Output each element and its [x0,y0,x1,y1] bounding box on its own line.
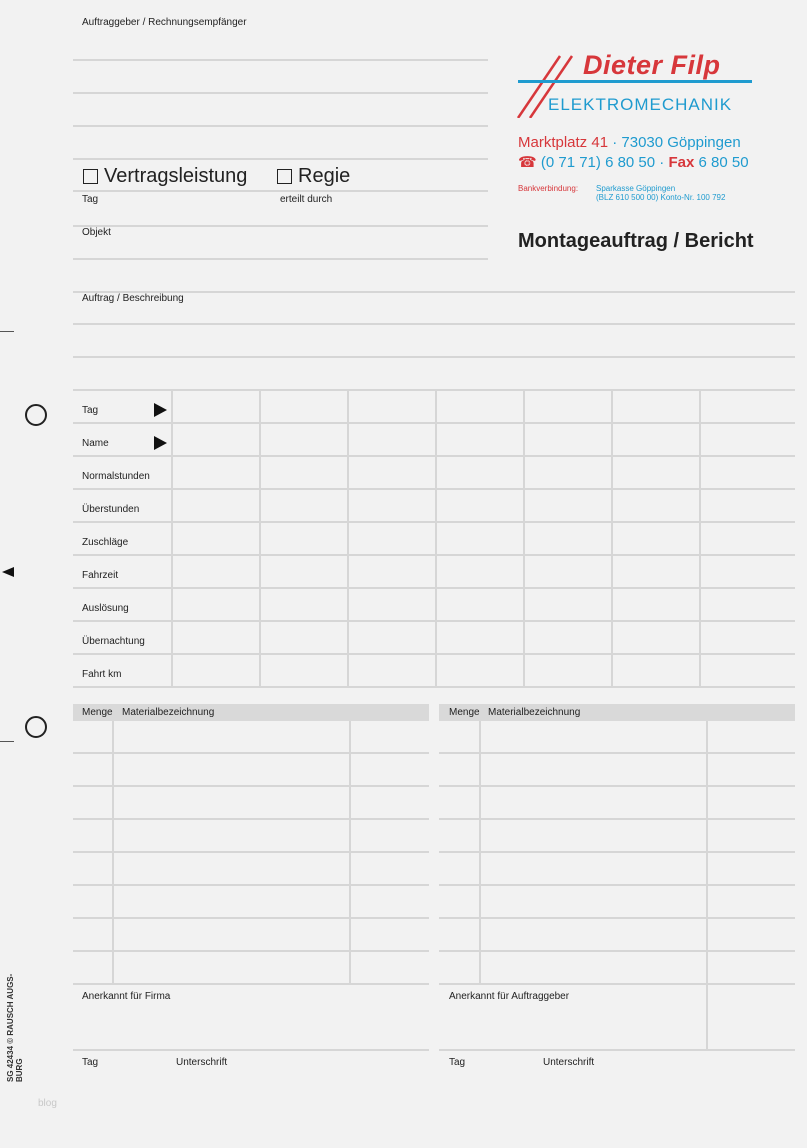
time-grid-cell[interactable] [523,589,611,620]
time-grid-cell[interactable] [347,523,435,554]
time-grid-cell[interactable] [523,391,611,422]
object-label: Objekt [82,227,111,238]
day-line[interactable] [73,225,488,227]
time-grid-cell[interactable] [611,655,699,686]
material-row-line[interactable] [73,818,429,820]
time-grid-row-line [73,686,795,688]
time-grid-cell[interactable] [171,424,259,455]
day-label: Tag [82,194,99,205]
time-grid-row [73,523,795,554]
time-grid-cell[interactable] [699,490,787,521]
bank-details: (BLZ 610 500 00) Konto-Nr. 100 792 [596,193,726,202]
time-grid-cell[interactable] [699,655,787,686]
footer-day-right: Tag [449,1057,466,1068]
time-grid-row [73,622,795,653]
time-grid-row [73,391,795,422]
material-row-line[interactable] [439,785,795,787]
option-regie[interactable] [277,165,350,188]
client-label: Auftraggeber / Rechnungsempfänger [82,17,247,28]
time-grid-cell[interactable] [699,424,787,455]
time-grid-cell[interactable] [523,655,611,686]
client-line-2[interactable] [73,92,488,94]
time-grid-cell[interactable] [171,589,259,620]
object-line[interactable] [73,258,488,260]
time-grid-cell[interactable] [347,490,435,521]
time-grid-cell[interactable] [435,655,523,686]
time-grid-cell[interactable] [611,424,699,455]
time-grid-row [73,589,795,620]
fold-mark [0,741,14,742]
time-grid-cell[interactable] [259,523,347,554]
time-grid-row-label: Fahrt km [82,669,122,680]
client-line-3[interactable] [73,125,488,127]
time-grid-row-label-cell [73,457,171,488]
time-grid-cell[interactable] [699,457,787,488]
issued-by-label: erteilt durch [280,194,333,205]
footer-day-left: Tag [82,1057,99,1068]
time-grid-cell[interactable] [523,523,611,554]
material-row-line[interactable] [439,983,795,985]
material-row-line[interactable] [73,785,429,787]
company-address: Marktplatz 41 · 73030 Göppingen [518,134,741,151]
footer-divider [706,985,708,1050]
material-left-desc-header: Materialbezeichnung [122,707,215,718]
material-row-line[interactable] [73,950,429,952]
time-grid-row-label: Fahrzeit [82,570,119,581]
contract-checkbox[interactable] [83,169,98,184]
time-grid-cell[interactable] [699,556,787,587]
material-row-line[interactable] [439,752,795,754]
document-title: Montageauftrag / Bericht [518,230,754,252]
time-grid-cell[interactable] [523,622,611,653]
time-grid-cell[interactable] [611,622,699,653]
time-grid-row [73,556,795,587]
fax-label: Fax [668,154,695,171]
time-grid-cell[interactable] [435,556,523,587]
footer-signature-left: Unterschrift [176,1057,228,1068]
play-arrow-icon [154,436,167,450]
time-grid-cell[interactable] [171,622,259,653]
signature-line-left[interactable] [73,1049,429,1051]
address-no: 41 [591,134,609,151]
time-grid-cell[interactable] [435,589,523,620]
phone-icon: ☎ [518,154,537,171]
material-right-desc-header: Materialbezeichnung [488,707,581,718]
client-line-1[interactable] [73,59,488,61]
footer-signature-right: Unterschrift [543,1057,595,1068]
address-street: Marktplatz [518,134,588,151]
material-row-line[interactable] [73,917,429,919]
time-grid-cell[interactable] [347,556,435,587]
time-grid-row [73,457,795,488]
company-phone: ☎ (0 71 71) 6 80 50 · Fax 6 80 50 [518,154,749,171]
time-grid-row-label-cell [73,622,171,653]
time-grid-row-label: Tag [82,405,99,416]
material-right-qty-header: Menge [449,707,480,718]
ack-client-label: Anerkannt für Auftraggeber [449,991,570,1002]
watermark: blog [38,1098,57,1109]
client-line-4 [73,158,488,160]
time-grid-cell[interactable] [611,457,699,488]
time-grid-cell[interactable] [699,589,787,620]
time-grid-row-label: Name [82,438,109,449]
play-arrow-icon [154,403,167,417]
time-grid-cell[interactable] [259,457,347,488]
punch-hole-top [25,404,47,426]
time-grid-row-label: Normalstunden [82,471,150,482]
time-grid-cell[interactable] [171,391,259,422]
fax-number: 6 80 50 [698,154,749,171]
time-grid-cell[interactable] [611,556,699,587]
time-grid-cell[interactable] [347,655,435,686]
time-grid-cell[interactable] [171,457,259,488]
material-row-line[interactable] [73,851,429,853]
time-grid-cell[interactable] [611,523,699,554]
side-print-code: SG 42434 © RAUSCH AUGS- [6,973,15,1082]
time-grid-cell[interactable] [259,391,347,422]
material-qty-divider [112,721,114,983]
time-grid-row-label-cell [73,556,171,587]
option-contract-label: Vertragsleistung [104,165,248,187]
time-grid-cell[interactable] [435,622,523,653]
time-grid-cell[interactable] [611,490,699,521]
time-grid-cell[interactable] [435,490,523,521]
time-grid-cell[interactable] [171,655,259,686]
material-row-line[interactable] [439,818,795,820]
time-grid-row-label: Übernachtung [82,636,145,647]
time-grid-cell[interactable] [259,556,347,587]
time-grid-cell[interactable] [699,622,787,653]
time-grid-row [73,490,795,521]
time-grid-cell[interactable] [259,424,347,455]
time-grid-row-label: Zuschläge [82,537,129,548]
description-line-1[interactable] [73,323,795,325]
time-grid-cell[interactable] [523,424,611,455]
time-grid-cell[interactable] [347,457,435,488]
material-row-line[interactable] [73,983,429,985]
time-grid-cell[interactable] [259,589,347,620]
time-grid-cell[interactable] [435,424,523,455]
time-grid-cell[interactable] [435,391,523,422]
time-grid-row-label-cell [73,655,171,686]
logo-blue-bar [518,80,752,83]
time-grid-cell[interactable] [347,622,435,653]
material-row-line[interactable] [439,950,795,952]
center-mark-icon [2,567,14,577]
bank-name: Sparkasse Göppingen [596,184,676,193]
time-grid-row-label: Überstunden [82,504,140,515]
time-grid-cell[interactable] [259,655,347,686]
time-grid-cell[interactable] [611,391,699,422]
time-grid-cell[interactable] [259,490,347,521]
side-print [6,974,24,1082]
time-grid-row-label-cell [73,490,171,521]
bank-label: Bankverbindung: [518,184,579,193]
signature-line-right[interactable] [439,1049,795,1051]
time-grid-row [73,424,795,455]
phone-number: (0 71 71) 6 80 50 [540,154,656,171]
time-grid-cell[interactable] [435,457,523,488]
description-label: Auftrag / Beschreibung [82,293,184,304]
time-grid-cell[interactable] [171,490,259,521]
material-row-line[interactable] [439,917,795,919]
material-row-line[interactable] [73,752,429,754]
ack-company-label: Anerkannt für Firma [82,991,171,1002]
material-qty-divider [479,721,481,983]
time-grid-cell[interactable] [523,457,611,488]
time-grid-row-label: Auslösung [82,603,129,614]
material-left-qty-header: Menge [82,707,113,718]
time-grid-cell[interactable] [523,490,611,521]
time-grid-cell[interactable] [259,622,347,653]
address-city: 73030 Göppingen [621,134,741,151]
side-print-code2: BURG [15,1058,24,1082]
time-grid-cell[interactable] [347,424,435,455]
time-grid-cell[interactable] [435,523,523,554]
material-extra-divider [706,721,708,983]
company-name: Dieter Filp [583,50,721,80]
time-grid-cell[interactable] [611,589,699,620]
time-grid-cell[interactable] [347,391,435,422]
material-row-line[interactable] [439,851,795,853]
option-regie-label: Regie [298,165,351,187]
option-contract[interactable] [83,165,247,188]
fold-mark [0,331,14,332]
company-subtitle: ELEKTROMECHANIK [548,95,733,114]
regie-checkbox[interactable] [277,169,292,184]
time-grid-cell[interactable] [699,391,787,422]
time-grid-cell[interactable] [699,523,787,554]
material-extra-divider [349,721,351,983]
punch-hole-bottom [25,716,47,738]
time-grid-row-label-cell [73,589,171,620]
time-grid-row-label-cell [73,523,171,554]
time-grid-cell[interactable] [171,556,259,587]
material-row-line[interactable] [73,884,429,886]
time-grid-row [73,655,795,686]
material-row-line[interactable] [439,884,795,886]
time-grid-cell[interactable] [347,589,435,620]
time-grid-cell[interactable] [171,523,259,554]
time-grid-cell[interactable] [523,556,611,587]
description-line-2[interactable] [73,356,795,358]
options-line [73,190,488,192]
